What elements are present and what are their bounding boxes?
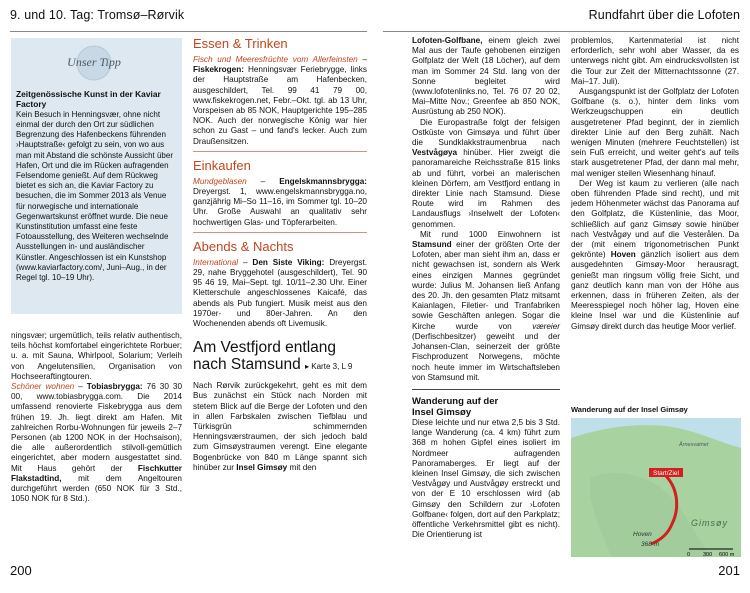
tip-badge-label: Unser Tipp (67, 55, 121, 69)
col1-tag: Schöner wohnen (11, 382, 75, 392)
abends-text: Dreyergst. 29, nahe Bryggehotel (ausgeschildert), Tel. 90 95 46 19, Mai–Sept. tgl. 10/11–2.30 Uhr. Einer Kletterschule angeschlossenes Kaicafé, das abends als Pub fungiert. Musik meist aus den 1970er- und 80er-Jahren. An den Wochenenden abends oft Livemusik. (193, 257, 368, 329)
col3-p3-bold: Stamsund (412, 240, 452, 250)
einkaufen-tag: Mundgeblasen (193, 176, 247, 186)
col1-bold: Fischkutter Flakstadtind, (11, 463, 182, 483)
col4-p3-bold: Hoven (610, 250, 636, 260)
col3-p2-end: hinüber. Hier zweigt die panoramareiche Reichsstraße 815 links ab und führt, vorbei an malerischen kleinen Dörfern, am Vestfjord entlang in direkter Linie nach Stamsund. Diese Route wird im Rahmen des Landausflugs ›Inselwelt der Lofoten‹ genommen. (412, 148, 560, 229)
golf-name: Lofoten-Golfbane, (412, 36, 483, 45)
col3-p3: Mit rund 1000 Einwohnern ist (420, 229, 560, 239)
abends-tag: International (193, 257, 239, 267)
col3-p2: Die Europastraße folgt der felsigen Ostküste von Gimsøya und führt über die Sundklakkstraumenbrua nach (412, 117, 560, 148)
tip-title: Zeitgenössische Kunst in der Kaviar Factory (16, 89, 161, 110)
column-2: Essen & Trinken Fisch und Meeresfrüchte vom Allerfeinsten – Fiskekrogen: Henningsvær Feriebrygge, links der Hauptstraße am Hafenbecken, ausgeschildert, Tel. 99 41 79 00, www.fiskekrogen.net, Febr.–Okt. tgl. ab 13 Uhr, Vorspeisen ab 85 NOK, Hauptgerichte 195–285 NOK. Auch der norwegische König war hier schon zu Gast – und fand's lecker. Auch zum Draußensitzen. Einkaufen Mundgeblasen – Engelskmannsbrygga: Dreyergst. 1, www.engelskmannsbrygga.no, ganzjährig Mi–So 11–16, im Sommer tgl. 10–20 Uhr. Große Auswahl an qualitativ sehr hochwertigen Glas- und Töpferarbeiten. Abends & Nachts International – Den Siste Viking: Dreyergst. 29, nahe Bryggehotel (ausgeschildert), Tel. 90 95 46 19, Mai–Sept. tgl. 10/11–2.30 Uhr. Einer Kletterschule angeschlossenes Kaicafé, das abends als Pub fungiert. Musik meist aus den 1970er- und 80er-Jahren. An den Wochenenden abends oft Livemusik. Am Vestfjord entlang nach Stamsund ▸ Karte 3, L 9 Nach Rørvik zurückgekehrt, geht es mit dem Bus zunächst ein Stück nach Norden mit stetem Blick auf die Berge der Lofoten und den in allen Farbskalen zwischen Tiefblau und Türkisgrün schimmernden Henningsværstraumen, der sich jedoch bald zum Gimsøystraumen verengt. Eine elegante Bogenbrücke von 840 m Länge spannt sich hinüber zur Insel Gimsøy mit den (193, 36, 368, 472)
wander-heading-1: Wanderung auf der (412, 395, 499, 407)
essen-text: Henningsvær Feriebrygge, links der Hauptstraße am Hafenbecken, ausgeschildert, Tel. 99 41 79 00, www.fiskekrogen.net, Febr.–Okt. tgl. ab 13 Uhr, Vorspeisen ab 85 NOK, Hauptgerichte 195–285 NOK. Auch der norwegische König war hier schon zu Gast – und fand's lecker. Auch zum Draußensitzen. (193, 65, 367, 146)
tip-body: Kein Besuch in Henningsvær, ohne nicht einmal der durch den Ort zur südlichen Begrenzung des Hafenbeckens führenden ›Hauptstraße‹ gefolgt zu sein, von wo aus man mit Abstand die schönste Aussicht über Hafen, Ort und die im Rücken aufragenden Felsendome genießt. Auf dem Rückweg bietet es sich an, die Kaviar Factory zu besuchen, die im Sommer 2013 als Venue für norwegische und internationale Gegenwartskunst eröffnet wurde. Die neue Kunstinstitution umfasst eine feste Fotoausstellung, des Weiteren wechselnde Ausstellungen in- und ausländischer Künstler. Angeschlossen ist ein Kunstshop (www.kaviarfactory.com/, Juni–Aug., in der Regel tgl. 10–19 Uhr). (16, 109, 173, 283)
vestfjord-bold: Insel Gimsøy (236, 462, 288, 472)
col4-p1: problemlos, Kartenmaterial ist nicht erforderlich, sehr wohl aber Wasser, da es unterwegs nicht gibt. Am eindrucksvollsten ist die Tour zur Zeit der Mitternachtssonne (27. Mai–17. Juli). (571, 36, 739, 86)
wander-text: Diese leichte und nur etwa 2,5 bis 3 Std. lange Wanderung (ca. 4 km) führt zum 368 m hohen Gipfel eines isoliert im Nordmeer aufragenden Panoramaberges. Er liegt auf der kleinen Insel Gimsøy, die sich zwischen Vestvågøy und Austvågøy erstreckt und von der E 10 erschlossen wird (ab Gimsøy den Schildern zur ›Lofoten Golfbane‹ folgen, dort auf den Parkplatz; öffentliche Verkehrsmittel gibt es nicht). Die Orientierung ist (412, 417, 560, 540)
hiking-map (571, 418, 741, 557)
tip-badge-icon (54, 44, 134, 82)
map-village-label: Årnesvatnet (679, 442, 709, 448)
running-head-left: 9. und 10. Tag: Tromsø–Rørvik (10, 8, 185, 22)
col3-p3-italic: væreier (532, 321, 560, 331)
tip-content (16, 89, 176, 283)
column-3 (412, 36, 560, 540)
einkaufen-name: Engelskmannsbrygga: (279, 176, 367, 186)
map-hoven-label: Hoven (633, 531, 652, 538)
col3-p3-end2: (Derfischbesitzer) geweiht und der Johansen-Clan, seinerzeit der größte Fischproduzent Norwegens, möchte noch heute immer im Wirtschaftsleben von Stamsund mit. (412, 331, 560, 382)
map-scale-2: 600 m (719, 552, 735, 557)
map-start-label: Start/Ziel (652, 470, 680, 477)
col4-p3-end: gänzlich isoliert aus dem ausgedehnten Gimsøy-Moor herausragt, genießt man ringsum völlig freie Sicht, und ganz deutlich kann man von der Höhe aus erkennen, dass in früheren Zeiten, als der Meeresspiegel noch höher lag, Hoven eine kleine Insel war und die Küstenlinie auf Gimsøy direkt durch das heutige Moor verlief. (571, 250, 739, 331)
abends-heading: Abends & Nachts (193, 238, 294, 254)
map-island-label: Gimsøy (691, 518, 728, 528)
vestfjord-heading-2: nach Stamsund (193, 356, 301, 374)
einkaufen-heading: Einkaufen (193, 157, 251, 173)
column-1: ningsvær; urgemütlich, teils relativ authentisch, teils höchst komfortabel eingerichtete Rorbuer; u. a. mit Sauna, Whirlpool, Solarium; Verleih von Angelutensilien, Organisation von Hochseeraftingtouren. Schöner wohnen – Tobiasbrygga: 76 30 30 00, www.tobiasbrygga.com. Die 2014 umfassend renovierte Fiskebrygga aus dem frühen 19. Jh. liegt direkt am Hafen. Mit zahlreichen Rorbu-Wohnungen für jeweils 2–7 Personen (ab 1200 NOK in der Hochsaison), die alle außerordentlich stilvoll-gemütlich eingerichtet, aber modern ausgestattet sind. Mit Haus gehört der Fischkutter Flakstadtind, mit dem Angeltouren durchgeführt werden (650 NOK für 3 Std., 1050 NOK für 8 Std.). (11, 331, 183, 504)
golf-text: einem gleich zwei Mal aus der Taufe gehobenen einzigen Golfplatz der Welt (18 Löcher), auf dem man im Sommer 24 Std. lang von der Sonne begleitet wird (www.lofotenlinks.no, Tel. 76 07 20 02, Mai–Mitte Nov.; Greenfee ab 850 NOK, Ausrüstung ab 250 NOK). (412, 36, 560, 117)
map-title: Wanderung auf der Insel Gimsøy (571, 405, 688, 414)
col4-p2: Ausgangspunkt ist der Golfplatz der Lofoten Golfbane (s. o.), hinter dem links vom Werkzeugschuppen ein deutlich ausgetretener Pfad beginnt, der in ziemlich direkter Linie auf den Berg zuhält. Nach wenigen Minuten (mehrere Feuchtstellen) ist sein Fuß erreicht, und weiter geht's auf teils stark ausgetretener Pfad, der dann mal mehr, mal weniger steilen Wiesenhang hinauf. (571, 87, 739, 178)
header-rule-left (10, 31, 367, 32)
map-scale-1: 300 (703, 552, 713, 557)
map-height-label: 368 m (641, 541, 660, 548)
page-number-right: 201 (718, 563, 740, 578)
einkaufen-text: Dreyergst. 1, www.engelskmannsbrygga.no, ganzjährig Mi–So 11–16, im Sommer tgl. 10–20 Uhr. Große Auswahl an qualitativ sehr hochwertigen Glas- und Töpferarbeiten. (193, 187, 367, 227)
wander-heading-2: Insel Gimsøy (412, 406, 472, 418)
vestfjord-heading-1: Am Vestfjord entlang (193, 339, 337, 357)
vestfjord-end: mit den (289, 462, 317, 472)
col3-p2-bold: Vestvågøya (412, 148, 458, 158)
col4-p3: Der Weg ist kaum zu verlieren (alle nach oben führenden Pfade sind recht), und mit jedem Höhenmeter wächst das Panorama auf den Golfplatz, die Küstenlinie, das Moor, schließlich auf ganz Gimsøy sowie hinüber nach Vestvågøy und auf die Vesterålen. Da der (mit einem trigonometrischen Punkt gekrönte) (571, 178, 739, 260)
col1-paragraph-2-end: mit dem Angeltouren durchgeführt werden (650 NOK für 3 Std., 1050 NOK für 8 Std.). (11, 473, 182, 504)
running-head-right: Rundfahrt über die Lofoten (588, 8, 740, 22)
essen-tag: Fisch und Meeresfrüchte vom Allerfeinsten (193, 55, 358, 64)
abends-name: Den Siste Viking: (252, 257, 325, 267)
column-4 (571, 36, 739, 332)
col1-name: Tobiasbrygga: (86, 382, 143, 392)
essen-name: Fiskekrogen: (193, 65, 244, 75)
divider (193, 151, 367, 152)
col1-paragraph-2: 76 30 30 00, www.tobiasbrygga.com. Die 2014 umfassend renovierte Fiskebrygga aus dem frühen 19. Jh. liegt direkt am Hafen. Mit zahlreichen Rorbu-Wohnungen für jeweils 2–7 Personen (ab 1200 NOK in der Hochsaison), die alle außerordentlich stilvoll-gemütlich eingerichtet, aber modern ausgestattet sind. Mit Haus gehört der (11, 382, 183, 473)
col3-p3-end: einer der größten Orte der Lofoten, aber man sieht ihm an, dass er nicht gewachsen ist, sondern als Werk eines einzigen Mannes gegründet wurde: Julius M. Johansen ließ Anfang des 20. Jh. den gesamten Platz mitsamt Kaianlagen, Filetier- und Tranfabriken sowie Geschäften anlegen. Sogar die Kirche wurde von (412, 240, 560, 331)
header-rule-right (383, 31, 740, 32)
col1-paragraph-1: ningsvær; urgemütlich, teils relativ authentisch, teils höchst komfortabel eingerichtete Rorbuer; u. a. mit Sauna, Whirlpool, Solarium; Verleih von Angelutensilien, Organisation von Hochseeraftingtouren. (11, 331, 182, 381)
page-number-left: 200 (10, 563, 32, 578)
vestfjord-text: Nach Rørvik zurückgekehrt, geht es mit dem Bus zunächst ein Stück nach Norden mit stetem Blick auf die Berge der Lofoten und den in allen Farbskalen zwischen Tiefblau und Türkisgrün schimmernden Henningsværstraumen, der sich jedoch bald zum Gimsøystraumen verengt. Eine elegante Bogenbrücke von 840 m Länge spannt sich hinüber zur (193, 381, 367, 472)
box-rule (412, 389, 560, 390)
map-ref: ▸ Karte 3, L 9 (305, 362, 353, 372)
essen-heading: Essen & Trinken (193, 36, 288, 51)
divider (193, 232, 367, 233)
map-scale-0: 0 (687, 552, 691, 557)
